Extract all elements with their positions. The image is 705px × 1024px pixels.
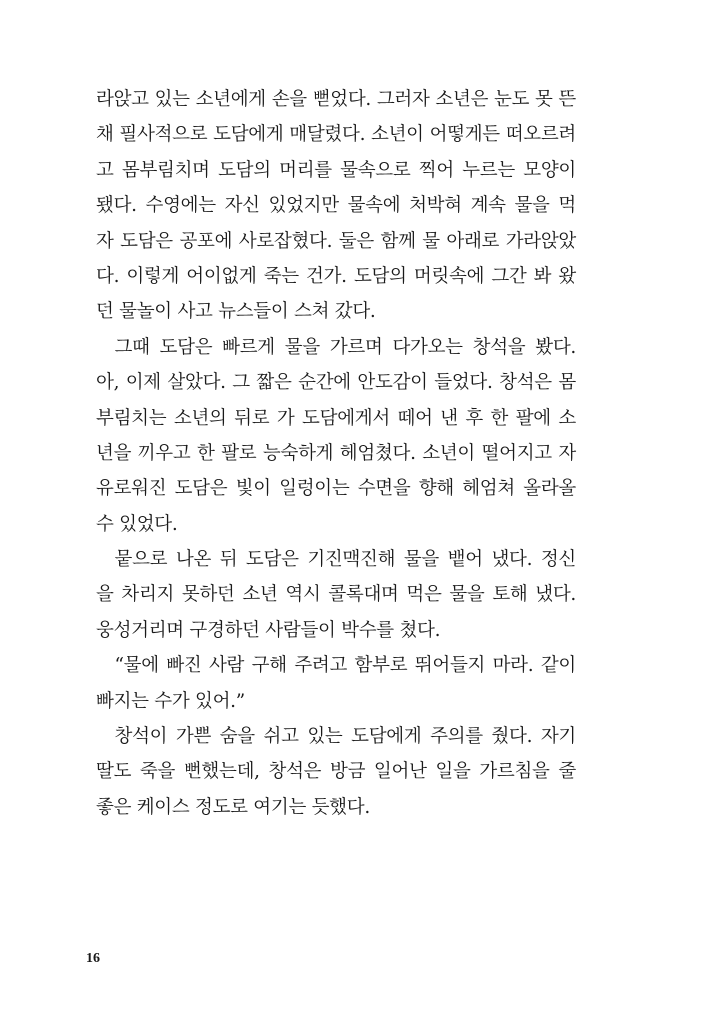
text-line: 을 차리지 못하던 소년 역시 콜록대며 먹은 물을 토해 냈다.: [96, 584, 576, 606]
paragraph-2: [96, 330, 576, 542]
text-line: 고 몸부림치며 도담의 머리를 물속으로 찍어 누르는 모양이: [96, 159, 576, 181]
text-line: 다. 이렇게 어이없게 죽는 건가. 도담의 머릿속에 그간 봐 왔: [96, 265, 576, 287]
text-line: 아, 이제 살았다. 그 짧은 순간에 안도감이 들었다. 창석은 몸: [96, 372, 576, 394]
text-line: 빠지는 수가 있어.”: [96, 690, 245, 712]
text-line: 라앉고 있는 소년에게 손을 뻗었다. 그러자 소년은 눈도 못 뜬: [96, 89, 576, 110]
text-line: 웅성거리며 구경하던 사람들이 박수를 쳤다.: [96, 619, 441, 641]
paragraph-1: [96, 82, 576, 330]
text-line: 됐다. 수영에는 자신 있었지만 물속에 처박혀 계속 물을 먹: [96, 195, 576, 217]
text-line: 좋은 케이스 정도로 여기는 듯했다.: [96, 796, 370, 818]
paragraph-3: [96, 542, 576, 648]
body-text: [96, 82, 576, 825]
text-line: 그때 도담은 빠르게 물을 가르며 다가오는 창석을 봤다.: [114, 336, 576, 358]
text-line: 부림치는 소년의 뒤로 가 도담에게서 떼어 낸 후 한 팔에 소: [96, 407, 576, 429]
text-line: 창석이 가쁜 숨을 쉬고 있는 도담에게 주의를 줬다. 자기: [114, 726, 576, 748]
paragraph-4-dialogue: [96, 648, 576, 719]
text-line: 년을 끼우고 한 팔로 능숙하게 헤엄쳤다. 소년이 떨어지고 자: [96, 442, 576, 464]
paragraph-5: [96, 719, 576, 825]
text-line: 뭍으로 나온 뒤 도담은 기진맥진해 물을 뱉어 냈다. 정신: [114, 549, 576, 571]
text-line: 수 있었다.: [96, 513, 178, 535]
text-line: “물에 빠진 사람 구해 주려고 함부로 뛰어들지 마라. 같이: [114, 655, 576, 677]
text-line: 유로워진 도담은 빛이 일렁이는 수면을 향해 헤엄쳐 올라올: [96, 478, 576, 500]
text-line: 자 도담은 공포에 사로잡혔다. 둘은 함께 물 아래로 가라앉았: [96, 230, 576, 252]
text-line: 딸도 죽을 뻔했는데, 창석은 방금 일어난 일을 가르침을 줄: [96, 761, 576, 783]
text-line: 채 필사적으로 도담에게 매달렸다. 소년이 어떻게든 떠오르려: [96, 124, 576, 146]
page-number: 16: [86, 951, 100, 966]
text-line: 던 물놀이 사고 뉴스들이 스쳐 갔다.: [96, 301, 376, 323]
